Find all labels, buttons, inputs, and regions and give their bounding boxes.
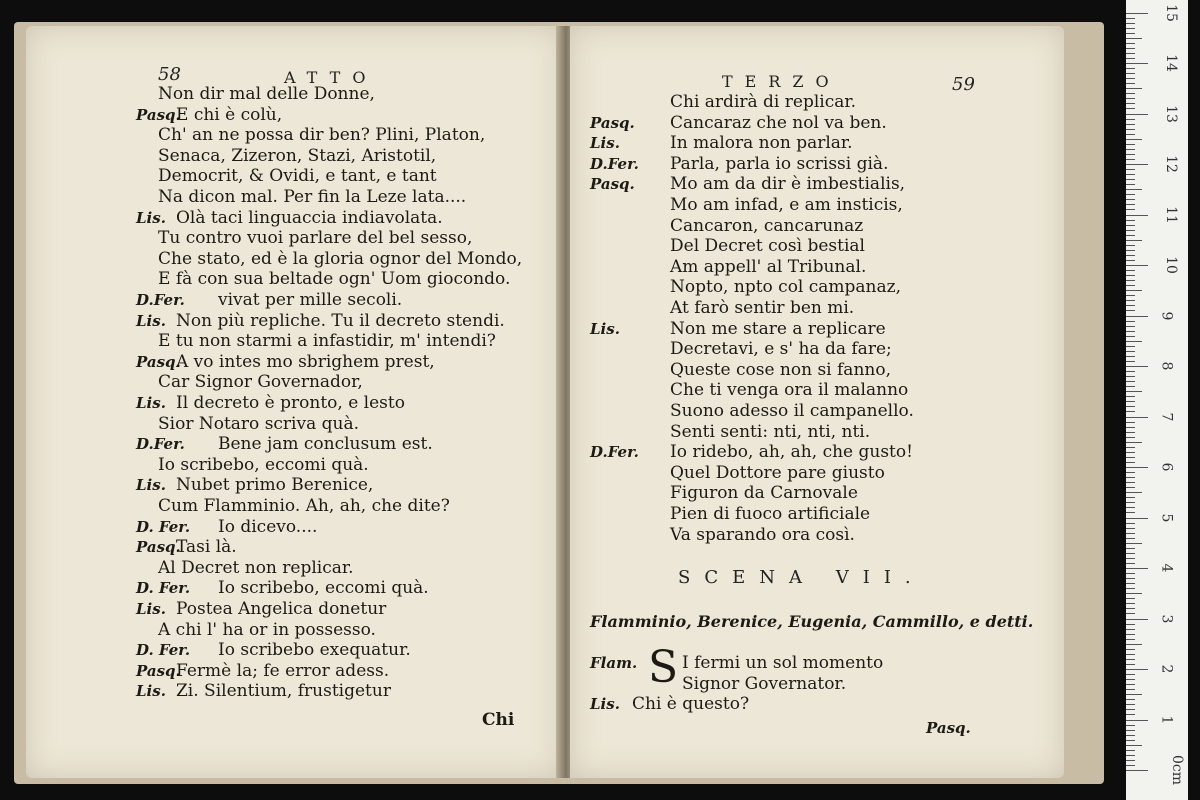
speaker-label: D. Fer. (136, 641, 191, 660)
text-line: Chi ardirà di replicar. (670, 92, 857, 112)
ruler-minor-tick (1126, 18, 1135, 19)
ruler-minor-tick (1126, 321, 1135, 322)
page-number: 59 (952, 74, 975, 95)
ruler-minor-tick (1126, 230, 1135, 231)
ruler-minor-tick (1126, 28, 1135, 29)
ruler-minor-tick (1126, 674, 1135, 675)
ruler-minor-tick (1126, 603, 1135, 604)
ruler-minor-tick (1126, 588, 1135, 589)
ruler-minor-tick (1126, 462, 1135, 463)
ruler-minor-tick (1126, 351, 1135, 352)
ruler-minor-tick (1126, 98, 1135, 99)
ruler-minor-tick (1126, 548, 1135, 549)
text-line: Am appell' al Tribunal. (670, 256, 867, 277)
ruler-minor-tick (1126, 331, 1135, 332)
text-line: Na dicon mal. Per fin la Leze lata.... (158, 187, 467, 207)
ruler-minor-tick (1126, 543, 1142, 544)
ruler-minor-tick (1126, 73, 1135, 74)
ruler-label: 6 (1158, 462, 1175, 472)
ruler-tick (1126, 215, 1148, 216)
ruler-minor-tick (1126, 290, 1142, 291)
ruler-minor-tick (1126, 396, 1135, 397)
ruler-minor-tick (1126, 714, 1135, 715)
ruler-minor-tick (1126, 654, 1135, 655)
ruler-minor-tick (1126, 624, 1135, 625)
ruler-minor-tick (1126, 634, 1135, 635)
ruler-minor-tick (1126, 709, 1135, 710)
ruler-minor-tick (1126, 305, 1135, 306)
speaker-label: Pasq. (136, 352, 181, 371)
ruler-minor-tick (1126, 492, 1142, 493)
text-line: Signor Governator. (682, 674, 847, 694)
ruler-minor-tick (1126, 533, 1135, 534)
ruler-minor-tick (1126, 432, 1135, 433)
text-line: Nopto, npto col campanaz, (670, 277, 902, 298)
ruler-minor-tick (1126, 735, 1135, 736)
text-line: Del Decret così bestial (670, 236, 865, 257)
text-line: Olà taci linguaccia indiavolata. (176, 207, 443, 228)
speaker-label: Lis. (136, 682, 166, 701)
catchword: Chi (482, 710, 515, 730)
ruler-minor-tick (1126, 573, 1135, 574)
ruler-minor-tick (1126, 598, 1135, 599)
text-line: Mo am da dir è imbestialis, (670, 174, 906, 195)
ruler-tick (1126, 619, 1148, 620)
ruler-minor-tick (1126, 108, 1135, 109)
ruler-minor-tick (1126, 694, 1142, 695)
text-line: Parla, parla io scrissi già. (670, 153, 889, 174)
text-line: Che ti venga ora il malanno (670, 380, 909, 401)
ruler-minor-tick (1126, 684, 1135, 685)
ruler-minor-tick (1126, 58, 1135, 59)
ruler-minor-tick (1126, 154, 1135, 155)
text-line: A chi l' ha or in possesso. (158, 619, 376, 640)
ruler-minor-tick (1126, 103, 1135, 104)
ruler-tick (1126, 467, 1148, 468)
ruler-minor-tick (1126, 235, 1135, 236)
text-line: Il decreto è pronto, e lesto (176, 393, 405, 413)
ruler-minor-tick (1126, 401, 1135, 402)
ruler-minor-tick (1126, 144, 1135, 145)
ruler-minor-tick (1126, 376, 1135, 377)
speaker-label: Lis. (136, 600, 166, 618)
text-line: Cancaraz che nol va ben. (670, 112, 887, 133)
text-line: Che stato, ed è la gloria ognor del Mondo, (158, 248, 523, 269)
text-line: At farò sentir ben mi. (670, 298, 855, 318)
ruler-minor-tick (1126, 765, 1135, 766)
ruler-minor-tick (1126, 704, 1135, 705)
ruler-minor-tick (1126, 295, 1135, 296)
ruler-minor-tick (1126, 528, 1135, 529)
scene-title: SCENA VII. (678, 567, 925, 588)
text-line: Io scribebo, eccomi quà. (218, 578, 429, 599)
ruler-tick (1126, 366, 1148, 367)
ruler-minor-tick (1126, 189, 1142, 190)
ruler-tick (1126, 164, 1148, 165)
ruler-tick (1126, 63, 1148, 64)
ruler-minor-tick (1126, 139, 1142, 140)
text-line: Senti senti: nti, nti, nti. (670, 421, 871, 442)
ruler-tick (1126, 568, 1148, 569)
text-line: Suono adesso il campanello. (670, 401, 914, 421)
ruler-minor-tick (1126, 406, 1135, 407)
text-line: Tu contro vuoi parlare del bel sesso, (158, 228, 473, 249)
ruler-minor-tick (1126, 730, 1135, 731)
ruler-minor-tick (1126, 83, 1135, 84)
text-line: Chi è questo? (632, 694, 750, 714)
ruler-minor-tick (1126, 649, 1135, 650)
text-line: I fermi un sol momento (682, 653, 884, 673)
text-line: Zi. Silentium, frustigetur (176, 681, 391, 702)
text-line: A vo intes mo sbrighem prest, (176, 351, 435, 372)
ruler-minor-tick (1126, 760, 1135, 761)
right-page (570, 26, 1064, 778)
ruler-minor-tick (1126, 93, 1135, 94)
ruler-minor-tick (1126, 613, 1135, 614)
ruler-minor-tick (1126, 689, 1135, 690)
ruler-minor-tick (1126, 260, 1135, 261)
ruler-minor-tick (1126, 750, 1135, 751)
text-line: Queste cose non si fanno, (670, 359, 891, 380)
text-line: E chi è colù, (176, 104, 283, 125)
ruler-tick (1126, 13, 1148, 14)
speaker-label: D.Fer. (590, 443, 639, 462)
ruler-minor-tick (1126, 119, 1135, 120)
ruler-minor-tick (1126, 593, 1142, 594)
ruler-label: 7 (1158, 412, 1175, 421)
ruler-label: 15 (1162, 3, 1179, 22)
ruler-minor-tick (1126, 300, 1135, 301)
ruler-label: 5 (1158, 513, 1175, 522)
ruler-minor-tick (1126, 23, 1135, 24)
speaker-label: Pasq. (136, 538, 181, 557)
ruler-minor-tick (1126, 452, 1135, 453)
ruler-minor-tick (1126, 53, 1135, 54)
ruler-minor-tick (1126, 220, 1135, 221)
drop-cap: S (648, 642, 679, 693)
ruler-minor-tick (1126, 341, 1142, 342)
ruler-minor-tick (1126, 149, 1135, 150)
ruler-tick (1126, 770, 1148, 771)
ruler-minor-tick (1126, 159, 1135, 160)
text-line: Figuron da Carnovale (670, 483, 858, 504)
ruler-minor-tick (1126, 240, 1142, 241)
text-line: E tu non starmi a infastidir, m' intendi? (158, 331, 496, 352)
ruler-minor-tick (1126, 725, 1135, 726)
ruler-minor-tick (1126, 644, 1142, 645)
ruler-minor-tick (1126, 699, 1135, 700)
ruler-minor-tick (1126, 204, 1135, 205)
speaker-label: Pasq. (590, 113, 635, 132)
ruler-minor-tick (1126, 225, 1135, 226)
ruler-minor-tick (1126, 563, 1135, 564)
text-line: Io dicevo.... (218, 516, 318, 537)
text-line: E fà con sua beltade ogn' Uom giocondo. (158, 269, 511, 290)
speaker-label: Lis. (590, 695, 620, 713)
page-number: 58 (158, 64, 181, 85)
ruler-minor-tick (1126, 487, 1135, 488)
ruler-minor-tick (1126, 199, 1135, 200)
speaker-label: Lis. (136, 394, 166, 412)
ruler-minor-tick (1126, 88, 1142, 89)
text-line: Io scribebo exequatur. (218, 640, 411, 661)
ruler-label: 3 (1158, 614, 1175, 623)
speaker-label: Lis. (136, 311, 166, 330)
speaker-label: Pasq. (136, 105, 181, 124)
ruler-tick (1126, 316, 1148, 317)
ruler-minor-tick (1126, 538, 1135, 539)
ruler-tick (1126, 720, 1148, 721)
text-line: Mo am infad, e am insticis, (670, 195, 903, 215)
ruler-minor-tick (1126, 371, 1135, 372)
ruler-minor-tick (1126, 558, 1135, 559)
speaker-label: Flam. (590, 654, 638, 672)
ruler-minor-tick (1126, 38, 1142, 39)
ruler-minor-tick (1126, 255, 1135, 256)
ruler-minor-tick (1126, 482, 1135, 483)
ruler-minor-tick (1126, 457, 1135, 458)
ruler-minor-tick (1126, 179, 1135, 180)
ruler-tick (1126, 669, 1148, 670)
speaker-label: Pasq. (590, 175, 635, 194)
ruler-minor-tick (1126, 608, 1135, 609)
ruler-minor-tick (1126, 78, 1135, 79)
text-line: Decretavi, e s' ha da fare; (670, 339, 892, 360)
ruler-minor-tick (1126, 427, 1135, 428)
ruler-minor-tick (1126, 270, 1135, 271)
ruler-minor-tick (1126, 422, 1135, 423)
ruler-minor-tick (1126, 310, 1135, 311)
text-line: Non me stare a replicare (670, 318, 886, 339)
text-line: Sior Notaro scriva quà. (158, 413, 360, 434)
ruler-minor-tick (1126, 209, 1135, 210)
text-line: In malora non parlar. (670, 133, 853, 154)
ruler-label: 2 (1158, 664, 1175, 674)
ruler-minor-tick (1126, 629, 1135, 630)
ruler-minor-tick (1126, 512, 1135, 513)
ruler-minor-tick (1126, 583, 1135, 584)
ruler-minor-tick (1126, 386, 1135, 387)
ruler-minor-tick (1126, 346, 1135, 347)
ruler-label: 9 (1158, 311, 1175, 320)
speaker-label: Lis. (136, 208, 166, 227)
ruler-minor-tick (1126, 578, 1135, 579)
ruler-minor-tick (1126, 68, 1135, 69)
ruler-minor-tick (1126, 326, 1135, 327)
ruler-label: 11 (1162, 205, 1179, 224)
ruler-minor-tick (1126, 639, 1135, 640)
ruler-minor-tick (1126, 659, 1135, 660)
ruler-minor-tick (1126, 472, 1135, 473)
text-line: Quel Dottore pare giusto (670, 462, 885, 483)
ruler-label: 13 (1162, 104, 1179, 123)
measurement-ruler (1126, 0, 1188, 800)
ruler-minor-tick (1126, 356, 1135, 357)
cast-list: Flamminio, Berenice, Eugenia, Cammillo, e detti. (590, 612, 1034, 631)
ruler-tick (1126, 417, 1148, 418)
catchword: Pasq. (926, 719, 971, 737)
ruler-label: 4 (1158, 563, 1175, 573)
text-line: Va sparando ora così. (670, 524, 855, 545)
speaker-label: Lis. (590, 134, 620, 153)
text-line: Non dir mal delle Donne, (158, 84, 375, 104)
text-line: Io scribebo, eccomi quà. (158, 454, 369, 475)
ruler-minor-tick (1126, 174, 1135, 175)
text-line: Democrit, & Ovidi, e tant, e tant (158, 166, 437, 187)
ruler-minor-tick (1126, 245, 1135, 246)
speaker-label: D. Fer. (136, 579, 191, 598)
ruler-minor-tick (1126, 275, 1135, 276)
ruler-minor-tick (1126, 250, 1135, 251)
ruler-label: 1 (1158, 715, 1175, 724)
running-head: ATTO (284, 68, 378, 87)
ruler-minor-tick (1126, 33, 1135, 34)
ruler-minor-tick (1126, 280, 1135, 281)
ruler-tick (1126, 114, 1148, 115)
text-line: Al Decret non replicar. (158, 557, 354, 578)
speaker-label: D.Fer. (136, 291, 185, 309)
ruler-minor-tick (1126, 447, 1135, 448)
text-line: Fermè la; fe error adess. (176, 660, 390, 681)
speaker-label: D.Fer. (590, 154, 639, 173)
speaker-label: Lis. (136, 476, 166, 495)
text-line: Nubet primo Berenice, (176, 475, 374, 496)
ruler-label: 12 (1162, 155, 1179, 173)
ruler-minor-tick (1126, 184, 1135, 185)
ruler-minor-tick (1126, 664, 1135, 665)
text-line: Cancaron, cancarunaz (670, 215, 864, 236)
text-line: Bene jam conclusum est. (218, 434, 433, 455)
text-line: Tasi là. (176, 537, 237, 558)
ruler-minor-tick (1126, 477, 1135, 478)
ruler-minor-tick (1126, 745, 1142, 746)
ruler-minor-tick (1126, 679, 1135, 680)
text-line: Non più repliche. Tu il decreto stendi. (176, 310, 505, 331)
ruler-minor-tick (1126, 194, 1135, 195)
ruler-minor-tick (1126, 740, 1135, 741)
ruler-minor-tick (1126, 381, 1135, 382)
speaker-label: D.Fer. (136, 435, 185, 454)
speaker-label: Pasq. (136, 661, 181, 680)
ruler-label: 14 (1162, 54, 1179, 72)
ruler-minor-tick (1126, 43, 1135, 44)
text-line: Car Signor Governador, (158, 372, 363, 393)
ruler-minor-tick (1126, 523, 1135, 524)
ruler-minor-tick (1126, 336, 1135, 337)
ruler-minor-tick (1126, 411, 1135, 412)
ruler-minor-tick (1126, 553, 1135, 554)
ruler-minor-tick (1126, 497, 1135, 498)
ruler-minor-tick (1126, 442, 1142, 443)
left-page (26, 26, 562, 778)
text-line: Pien di fuoco artificiale (670, 504, 871, 524)
ruler-minor-tick (1126, 124, 1135, 125)
ruler-minor-tick (1126, 129, 1135, 130)
ruler-tick (1126, 265, 1148, 266)
ruler-minor-tick (1126, 134, 1135, 135)
ruler-minor-tick (1126, 391, 1142, 392)
text-line: Postea Angelica donetur (176, 599, 387, 619)
ruler-minor-tick (1126, 285, 1135, 286)
ruler-label: 8 (1158, 361, 1175, 371)
text-line: Io ridebo, ah, ah, che gusto! (670, 442, 913, 463)
ruler-minor-tick (1126, 502, 1135, 503)
text-line: vivat per mille secoli. (218, 290, 403, 310)
speaker-label: Lis. (590, 319, 620, 338)
running-head: TERZO (722, 72, 841, 91)
ruler-label: 10 (1162, 256, 1179, 274)
ruler-minor-tick (1126, 437, 1135, 438)
text-line: Cum Flamminio. Ah, ah, che dite? (158, 496, 450, 516)
ruler-tick (1126, 518, 1148, 519)
ruler-minor-tick (1126, 48, 1135, 49)
speaker-label: D. Fer. (136, 517, 191, 536)
ruler-label: 0cm (1169, 754, 1186, 786)
ruler-minor-tick (1126, 755, 1135, 756)
text-line: Ch' an ne possa dir ben? Plini, Platon, (158, 125, 486, 146)
ruler-minor-tick (1126, 361, 1135, 362)
text-line: Senaca, Zizeron, Stazi, Aristotil, (158, 145, 437, 166)
ruler-minor-tick (1126, 507, 1135, 508)
ruler-minor-tick (1126, 169, 1135, 170)
